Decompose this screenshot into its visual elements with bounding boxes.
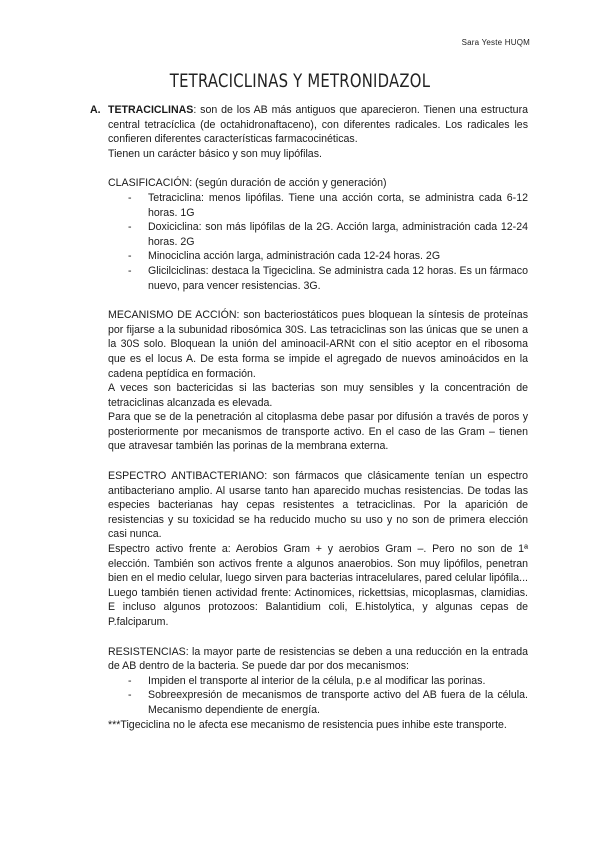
section-intro-line2: Tienen un carácter básico y son muy lipófilas. [108,147,322,160]
resistencias-block [90,645,528,674]
section-marker: A. [90,104,101,116]
espectro-paragraph: Espectro activo frente a: Aerobios Gram + y aerobios Gram –. Pero no son de 1ª elección. También son activos frente a algunos anaerobios. Son muy lipófilos, penetran bien en el medio celular, luego sirven para bacterias intracelulares, pared celular lipófila... Luego también tienen actividad frente: Actinomices, rickettsias, micoplasmas, clamidias. E incluso algunos protozoos: Balantidium coli, E.histolytica, y algunas cepas de P.falciparum. [108,543,528,628]
resistencias-note: ***Tigeciclina no le afecta ese mecanismo de resistencia pues inhibe este transporte. [108,718,507,731]
resistencias-paragraph: RESISTENCIAS: la mayor parte de resistencias se deben a una reducción en la entrada de AB dentro de la bacteria. Se puede dar por dos mecanismos: [108,645,528,673]
mecanismo-paragraph: A veces son bactericidas si las bacterias son muy sensibles y la concentración de tetraciclinas alcanzada es elevada. [108,382,528,409]
section-intro-text: : son de los AB más antiguos que aparecieron. Tienen una estructura central tetracíclica (de octahidronaftaceno), con diferentes radicales. Los radicales les confieren diferentes características farmacocinéticas. [108,104,528,146]
section-tetraciclinas [90,103,528,161]
clasificacion-label: CLASIFICACIÓN: (según duración de acción y generación) [108,177,387,190]
page-title: TETRACICLINAS Y METRONIDAZOL [169,70,431,92]
espectro-paragraph: ESPECTRO ANTIBACTERIANO: son fármacos que clásicamente tenían un espectro antibacteriano amplio. Al usarse tanto han aparecido muchas resistencias. De todas las especies bacterianas hay cepas resistentes a tetraciclinas. Por la aparición de resistencias y su toxicidad se ha reducido mucho su uso y no son de primera elección casi nunca. [108,470,528,541]
list-item: - Sobreexpresión de mecanismos de transporte activo del AB fuera de la célula. Mecanismo dependiente de energía. [128,688,528,717]
espectro-block [90,469,528,630]
list-item: - Minociclina acción larga, administración cada 12-24 horas. 2G [128,249,528,264]
mecanismo-paragraph: Para que se de la penetración al citoplasma debe pasar por difusión a través de poros y posteriormente por mecanismos de transporte activo. En el caso de las Gram – tienen que atravesar también las porinas de la membrana externa. [108,411,528,453]
clasificacion-list [90,191,528,293]
list-item: - Glicilciclinas: destaca la Tigeciclina. Se administra cada 12 horas. Es un fármaco nuevo, para vencer resistencias. 3G. [128,264,528,293]
clasificacion-block [90,176,528,191]
list-item: - Impiden el transporte al interior de la célula, p.e al modificar las porinas. [128,674,528,689]
list-item: - Tetraciclina: menos lipófilas. Tiene una acción corta, se administra cada 6-12 horas. 1G [128,191,528,220]
author-header: Sara Yeste HUQM [461,38,530,47]
resistencias-list [90,674,528,718]
mecanismo-block [90,308,528,454]
section-intro [108,103,528,147]
section-heading: TETRACICLINAS [108,104,194,116]
document-body [90,103,528,732]
mecanismo-paragraph: MECANISMO DE ACCIÓN: son bacteriostáticos pues bloquean la síntesis de proteínas por fijarse a la subunidad ribosómica 30S. Las tetraciclinas son las únicas que se unen a la 30S solo. Bloquean la unión del aminoacil-ARNt con el sitio aceptor en el ribosoma que es el locus A. De esta forma se impide el agregado de nuevos aminoácidos en la cadena peptídica en formación. [108,309,528,380]
list-item: - Doxiciclina: son más lipófilas de la 2G. Acción larga, administración cada 12-24 horas. 2G [128,220,528,249]
